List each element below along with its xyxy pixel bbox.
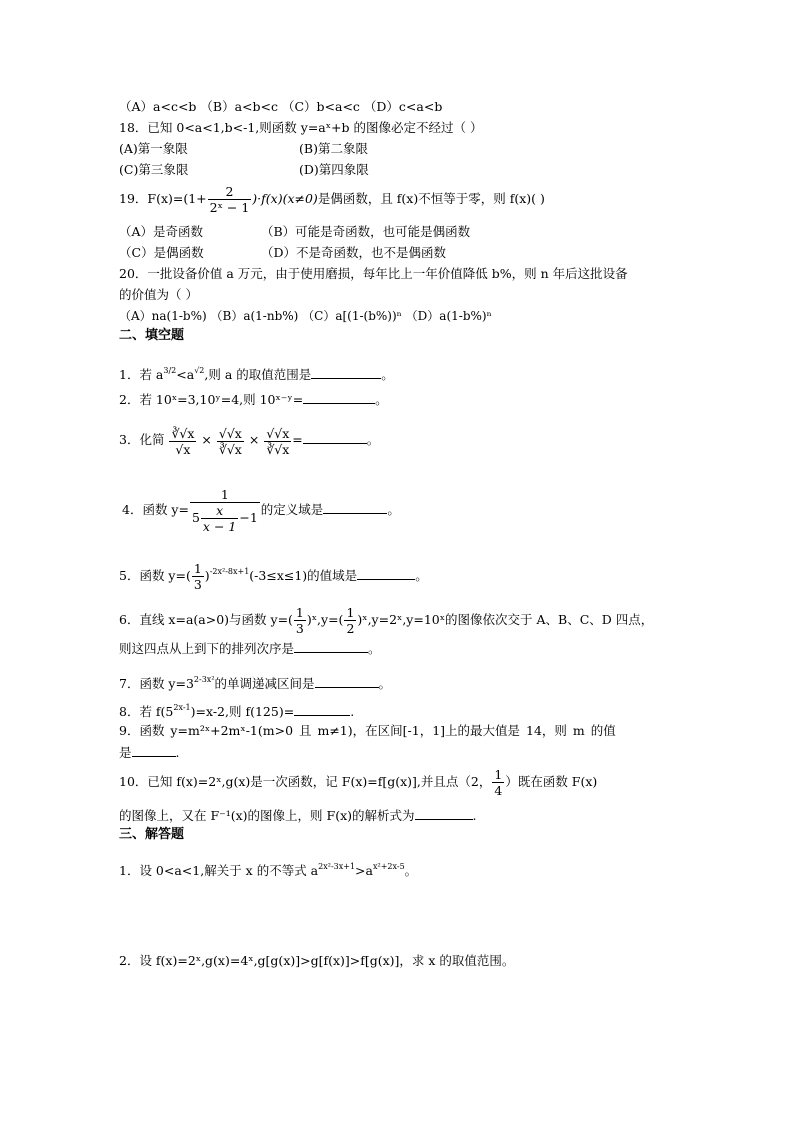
fill-5-prefix: 5．函数 y=( (119, 568, 191, 583)
answer-blank[interactable] (294, 640, 368, 653)
q20-stem-line1: 20．一批设备价值 a 万元，由于使用磨损，每年比上一年价值降低 b%，则 n 年后这批设备 (119, 266, 628, 281)
fraction-one-third (294, 605, 306, 636)
q18-stem: 18．已知 0<a<1,b<-1,则函数 y=aˣ+b 的图像必定不经过（ ） (119, 120, 483, 135)
fill-6-suffix: )ˣ,y=2ˣ,y=10ˣ的图像依次交于 A、B、C、D 四点， (357, 612, 654, 627)
answer-blank[interactable] (132, 744, 176, 757)
fill-5-suffix: (-3≤x≤1)的值域是 (249, 568, 358, 583)
equals-sign: = (292, 432, 303, 447)
fill-5-fraction (192, 561, 204, 592)
den-suffix: −1 (239, 510, 258, 525)
inner-fraction (201, 503, 238, 534)
inner-denominator: x − 1 (202, 519, 237, 534)
fill-7-exponent: 2-3x² (193, 675, 215, 684)
q19-suffix: 是偶函数，且 f(x)不恒等于零，则 f(x)( ) (317, 191, 545, 206)
fill-8-exponent: 2x-1 (173, 703, 191, 712)
numerator: 1 (494, 767, 503, 782)
q20-options: （A）na(1-b%) （B）a(1-nb%) （C）a[(1-(b%))ⁿ （D）a(1-b%)ⁿ (119, 309, 492, 323)
radical-1-denominator: √x (169, 441, 196, 457)
fill-6-line1 (119, 600, 653, 640)
solve-1-middle: >a (355, 863, 373, 878)
fill-3-prefix: 3．化简 (119, 432, 165, 447)
times-sign: × (201, 432, 212, 447)
q18-options-row2 (119, 162, 369, 178)
dot: . (175, 745, 180, 760)
q19-options-row1 (119, 224, 471, 240)
denominator: 3 (193, 577, 202, 592)
option-d: (D)第四象限 (299, 162, 369, 177)
fill-1-exponent-1: 3/2 (163, 366, 177, 375)
denominator: 3 (295, 621, 304, 636)
option-b: (B)第二象限 (299, 141, 368, 156)
q18-options-row1 (119, 141, 368, 157)
fill-4-denominator (190, 502, 260, 534)
fill-7 (119, 675, 391, 692)
q19-fraction (208, 184, 252, 215)
answer-blank[interactable] (303, 431, 367, 444)
q20-stem-line2: 的价值为（ ） (119, 287, 198, 302)
fill-6-line2-text: 则这四点从上到下的排列次序是 (119, 641, 295, 656)
solve-1-exponent-1: 2x²-3x+1 (318, 862, 356, 871)
solve-1-exponent-2: x²+2x-5 (372, 862, 405, 871)
solve-1-prefix: 1．设 0<a<1,解关于 x 的不等式 a (119, 863, 319, 878)
section-answer-heading: 三、解答题 (119, 827, 185, 842)
period: 。 (375, 392, 388, 407)
fill-8-prefix: 8．若 f(5 (119, 704, 174, 719)
fill-5-exponent: -2x²-8x+1 (209, 567, 250, 576)
fill-10-suffix: ）既在函数 F(x) (505, 774, 598, 789)
q17-options: （A）a<c<b （B）a<b<c （C）b<a<c （D）c<a<b (119, 99, 443, 114)
answer-blank[interactable] (415, 807, 473, 820)
answer-blank[interactable] (357, 567, 415, 580)
dot: . (350, 704, 355, 719)
section-fill-in-heading: 二、填空题 (119, 328, 185, 343)
radical-3-denominator: ∛√x (266, 441, 290, 457)
period: 。 (415, 568, 428, 583)
q19-prefix: 19．F(x)=(1+ (119, 191, 207, 206)
numerator: 1 (346, 605, 355, 620)
fill-1 (119, 366, 394, 383)
numerator: 1 (193, 561, 202, 576)
fill-4 (122, 480, 400, 540)
denominator: 2 (346, 621, 355, 636)
fill-10-line1 (119, 762, 597, 802)
times-sign: × (248, 432, 260, 447)
option-b: （B）可能是奇函数，也可能是偶函数 (261, 224, 471, 239)
fraction-one-fourth (492, 767, 504, 798)
fill-8 (119, 703, 354, 720)
radical-3 (263, 417, 292, 465)
fill-6-line2 (119, 640, 381, 657)
answer-blank[interactable] (294, 703, 350, 716)
q19-stem (119, 180, 545, 218)
fill-7-suffix: 的单调递减区间是 (214, 676, 315, 691)
fill-1-suffix: ,则 a 的取值范围是 (204, 367, 312, 382)
solve-2: 2．设 f(x)=2ˣ,g(x)=4ˣ,g[g(x)]>g[f(x)]>f[g(x)]，求 x 的取值范围。 (119, 953, 515, 968)
q19-middle: )·f(x)(x≠0) (252, 191, 318, 206)
fill-1-prefix: 1．若 a (119, 367, 164, 382)
option-c: （C）是偶函数 (119, 245, 204, 260)
fill-9-line2-text: 是 (119, 745, 132, 760)
fill-3 (119, 416, 379, 465)
period: 。 (387, 502, 400, 517)
fill-1-middle: <a (176, 367, 195, 382)
inner-numerator: x (216, 503, 224, 518)
numerator: 1 (295, 605, 304, 620)
fill-9-line1: 9．函数 y=m²ˣ+2mˣ-1(m>0 且 m≠1)，在区间[-1，1]上的最大值是 14，则 m 的值 (119, 723, 616, 738)
answer-blank[interactable] (303, 391, 375, 404)
radical-2 (216, 417, 245, 465)
radical-2-denominator: ∛√x (218, 441, 242, 457)
fill-6-middle: )ˣ,y=( (306, 612, 344, 627)
answer-blank[interactable] (323, 501, 387, 514)
radical-1-numerator: ∛√x (171, 425, 195, 441)
denominator: 4 (494, 783, 503, 798)
fill-10-line2-text: 的图像上，又在 F⁻¹(x)的图像上，则 F(x)的解析式为 (119, 808, 415, 823)
solve-1 (119, 863, 417, 879)
fill-1-exponent-2: √2 (194, 366, 205, 375)
answer-blank[interactable] (315, 675, 379, 688)
period: 。 (366, 432, 380, 447)
radical-1 (168, 417, 197, 465)
q19-denominator: 2ˣ − 1 (209, 200, 250, 215)
fill-2 (119, 391, 388, 408)
den-coefficient: 5 (191, 510, 200, 525)
q19-options-row2 (119, 245, 447, 261)
fill-10-line2 (119, 807, 477, 824)
fill-5: 5．函数 y=( $\frac{1}{3}$ )$^{-2x^2-8x+1}$(-3≤x≤1)的值域是 。 (119, 561, 428, 592)
option-d: （D）不是奇函数，也不是偶函数 (261, 245, 447, 260)
fill-2-text: 2．若 10ˣ=3,10ʸ=4,则 10ˣ⁻ʸ= (119, 392, 304, 407)
option-a: （A）是奇函数 (119, 224, 204, 239)
period: 。 (381, 367, 394, 382)
fill-7-prefix: 7．函数 y=3 (119, 676, 194, 691)
fraction-one-half (344, 605, 356, 636)
fill-4-fraction (190, 487, 260, 534)
fill-10-prefix: 10．已知 f(x)=2ˣ,g(x)是一次函数，记 F(x)=f[g(x)],并且点（2， (119, 774, 492, 789)
radical-2-numerator: √√x (218, 425, 242, 441)
fill-6-prefix: 6．直线 x=a(a>0)与函数 y=( (119, 612, 293, 627)
solve-1-suffix: 。 (404, 863, 418, 878)
fill-9-line2 (119, 744, 180, 761)
option-c: (C)第三象限 (119, 162, 189, 177)
fill-8-suffix: )=x-2,则 f(125)= (190, 704, 295, 719)
dot: . (472, 808, 477, 823)
period: 。 (368, 641, 381, 656)
radical-3-numerator: √√x (266, 425, 290, 441)
fill-4-prefix: 4．函数 y= (122, 502, 189, 517)
fill-4-numerator: 1 (220, 487, 229, 502)
answer-blank[interactable] (311, 366, 381, 379)
option-a: (A)第一象限 (119, 141, 188, 156)
period: 。 (378, 676, 392, 691)
q19-numerator: 2 (225, 184, 234, 199)
fill-4-suffix: 的定义域是 (260, 502, 324, 517)
